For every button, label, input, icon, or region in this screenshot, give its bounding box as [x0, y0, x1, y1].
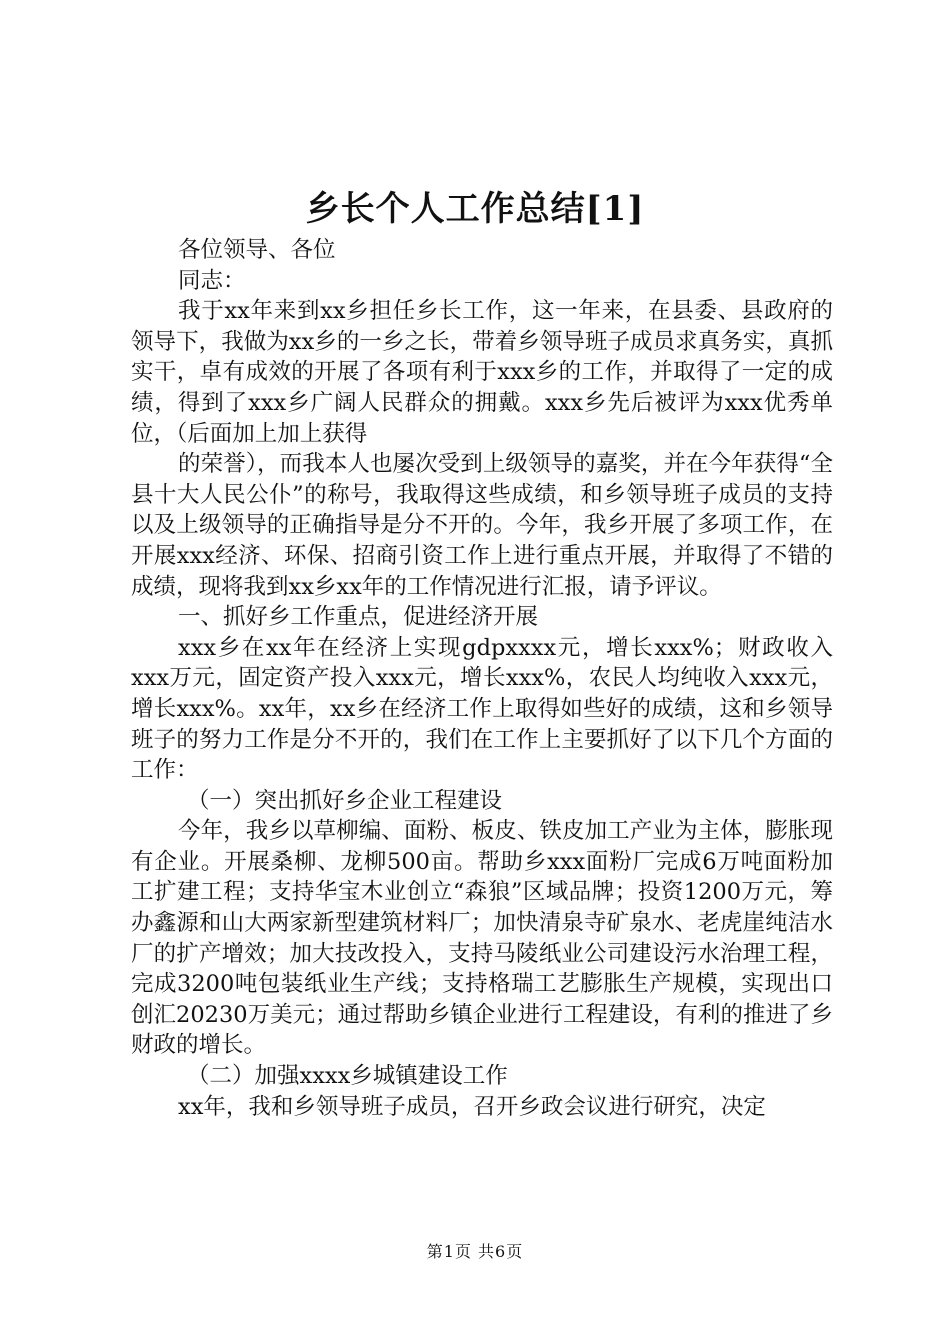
paragraph-town-construction: xx年，我和乡领导班子成员，召开乡政会议进行研究，决定: [178, 1093, 766, 1120]
section-heading-1: 一、抓好乡工作重点，促进经济开展: [178, 604, 539, 631]
document-body: [131, 235, 833, 1122]
document-title: 乡长个人工作总结[1]: [305, 189, 645, 229]
salutation-line-1: 各位领导、各位: [178, 237, 336, 263]
paragraph-enterprise: 今年，我乡以草柳编、面粉、板皮、铁皮加工产业为主体，膨胀现有企业。开展桑柳、龙柳500亩。帮助乡xxx面粉厂完成6万吨面粉加工扩建工程；支持华宝木业创立“森狼”区域品牌；投资1200万元，筹办鑫源和山大两家新型建筑材料厂；加快清泉寺矿泉水、老虎崖纯洁水厂的扩产增效；加大技改投入，支持马陵纸业公司建设污水治理工程，完成3200吨包装纸业生产线；支持格瑞工艺膨胀生产规模，实现出口创汇20230万美元；通过帮助乡镇企业进行工程建设，有利的推进了乡财政的增长。: [131, 818, 833, 1059]
paragraph-intro: 我于xx年来到xx乡担任乡长工作，这一年来，在县委、县政府的领导下，我做为xx乡的一乡之长，带着乡领导班子成员求真务实，真抓实干，卓有成效的开展了各项有利于xxx乡的工作，并取得了一定的成绩，得到了xxx乡广阔人民群众的拥戴。xxx乡先后被评为xxx优秀单位，（后面加上加上获得: [131, 298, 833, 447]
page-footer: 第1页 共6页: [426, 1242, 524, 1261]
paragraph-economy: xxx乡在xx年在经济上实现gdpxxxx元，增长xxx%；财政收入xxx万元，固定资产投入xxx元，增长xxx%，农民人均纯收入xxx元，增长xxx%。xx年，xx乡在经济工作上取得如些好的成绩，这和乡领导班子的努力工作是分不开的，我们在工作上主要抓好了以下几个方面的工作：: [131, 634, 833, 784]
salutation-line-2: 同志：: [178, 267, 246, 294]
subsection-heading-2: （二）加强xxxx乡城镇建设工作: [187, 1063, 508, 1090]
subsection-heading-1: （一）突出抓好乡企业工程建设: [187, 787, 503, 814]
paragraph-honors: 的荣誉），而我本人也屡次受到上级领导的嘉奖，并在今年获得“全县十大人民公仆”的称号，我取得这些成绩，和乡领导班子成员的支持以及上级领导的正确指导是分不开的。今年，我乡开展了多项工作，在开展xxx经济、环保、招商引资工作上进行重点开展，并取得了不错的成绩，现将我到xx乡xx年的工作情况进行汇报，请予评议。: [131, 451, 833, 600]
